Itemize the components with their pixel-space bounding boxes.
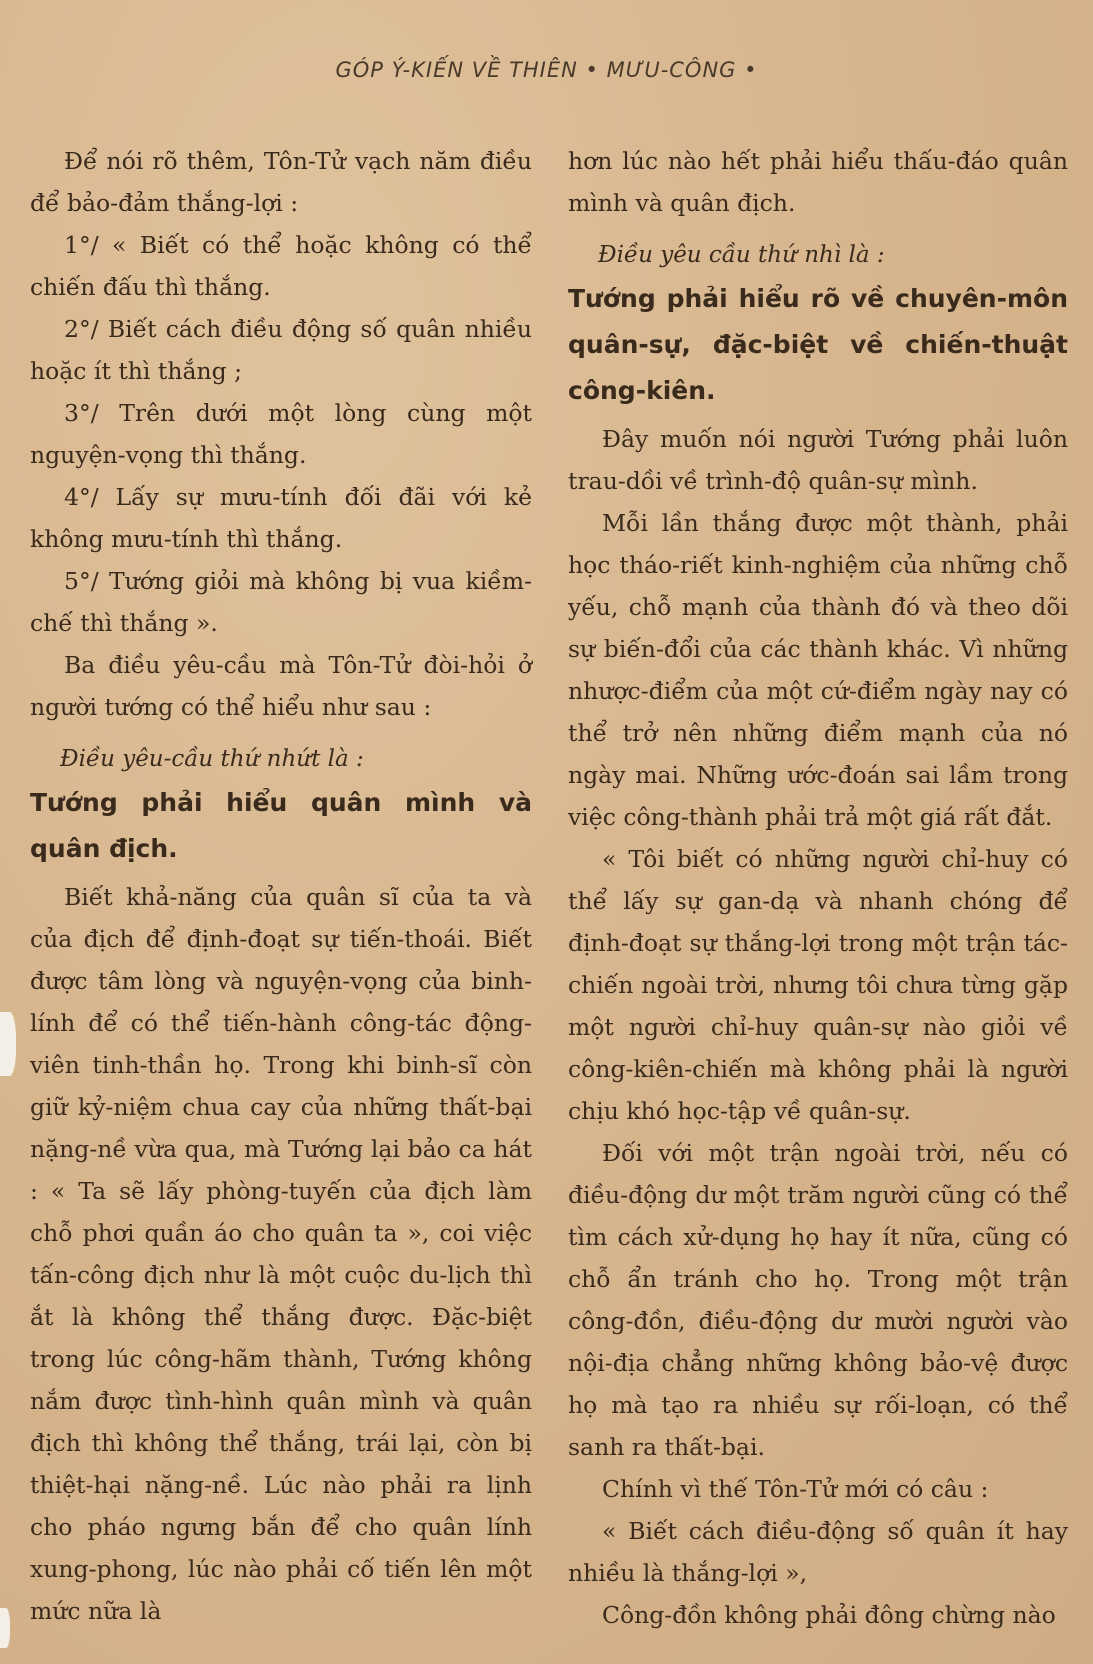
paragraph: Mỗi lần thắng được một thành, phải học tháo-riết kinh-nghiệm của những chỗ yếu, chỗ mạnh của thành đó và theo dõi sự biến-đổi của các thành khác. Vì những nhược-điểm của một cứ-điểm ngày nay có thể trở nên những điểm mạnh của nó ngày mai. Những ước-đoán sai lầm trong việc công-thành phải trả một giá rất đắt.: [568, 509, 1068, 831]
list-item: 5°/ Tướng giỏi mà không bị vua kiềm-chế thì thắng ».: [30, 567, 532, 637]
section-heading: Tướng phải hiểu quân mình và quân địch.: [30, 788, 532, 863]
paragraph: Biết khả-năng của quân sĩ của ta và của địch để định-đoạt sự tiến-thoái. Biết được tâm lòng và nguyện-vọng của binh-lính để có thể tiến-hành công-tác động-viên tinh-thần họ. Trong khi binh-sĩ còn giữ kỷ-niệm chua cay của những thất-bại nặng-nề vừa qua, mà Tướng lại bảo ca hát : « Ta sẽ lấy phòng-tuyến của địch làm chỗ phơi quần áo cho quân ta », coi việc tấn-công địch như là một cuộc du-lịch thì ắt là không thể thắng được. Đặc-biệt trong lúc công-hãm thành, Tướng không nắm được tình-hình quân mình và quân địch thì không thể thắng, trái lại, còn bị thiệt-hại nặng-nề. Lúc nào phải ra lịnh cho pháo ngưng bắn để cho quân lính xung-phong, lúc nào phải cố tiến lên một mức nữa là: [30, 883, 532, 1625]
paragraph: Để nói rõ thêm, Tôn-Tử vạch năm điều để bảo-đảm thắng-lợi :: [30, 147, 532, 217]
torn-edge: [0, 1608, 10, 1648]
page-header: GÓP Ý-KIẾN VỀ THIÊN • MƯU-CÔNG •: [335, 58, 758, 82]
section-label: Điều yêu cầu thứ nhì là :: [598, 242, 885, 268]
paragraph: Đây muốn nói người Tướng phải luôn trau-dồi về trình-độ quân-sự mình.: [568, 425, 1068, 495]
list-item: 3°/ Trên dưới một lòng cùng một nguyện-vọng thì thắng.: [30, 399, 532, 469]
paragraph: Chính vì thế Tôn-Tử mới có câu :: [602, 1475, 989, 1503]
list-item: 2°/ Biết cách điều động số quân nhiều hoặc ít thì thắng ;: [30, 315, 532, 385]
section-label: Điều yêu-cầu thứ nhứt là :: [60, 746, 364, 772]
list-item: 1°/ « Biết có thể hoặc không có thể chiến đấu thì thắng.: [30, 231, 532, 301]
left-column: [30, 140, 532, 1632]
paragraph: Ba điều yêu-cầu mà Tôn-Tử đòi-hỏi ở người tướng có thể hiểu như sau :: [30, 651, 532, 721]
paragraph: hơn lúc nào hết phải hiểu thấu-đáo quân mình và quân địch.: [568, 147, 1068, 217]
quote-paragraph: « Biết cách điều-động số quân ít hay nhiều là thắng-lợi »,: [568, 1517, 1068, 1587]
section-heading: Tướng phải hiểu rõ về chuyên-môn quân-sự, đặc-biệt về chiến-thuật công-kiên.: [568, 284, 1068, 405]
paragraph: Công-đồn không phải đông chừng nào: [602, 1601, 1056, 1629]
torn-edge: [0, 1012, 16, 1076]
quote-paragraph: « Tôi biết có những người chỉ-huy có thể lấy sự gan-dạ và nhanh chóng để định-đoạt sự thắng-lợi trong một trận tác-chiến ngoài trời, nhưng tôi chưa từng gặp một người chỉ-huy quân-sự nào giỏi về công-kiên-chiến mà không phải là người chịu khó học-tập về quân-sự.: [568, 845, 1068, 1125]
list-item: 4°/ Lấy sự mưu-tính đối đãi với kẻ không mưu-tính thì thắng.: [30, 483, 532, 553]
paragraph: Đối với một trận ngoài trời, nếu có điều-động dư một trăm người cũng có thể tìm cách xử-dụng họ hay ít nữa, cũng có chỗ ẩn tránh cho họ. Trong một trận công-đồn, điều-động dư mười người vào nội-địa chẳng những không bảo-vệ được họ mà tạo ra nhiều sự rối-loạn, có thể sanh ra thất-bại.: [568, 1139, 1068, 1461]
right-column: [568, 140, 1068, 1636]
